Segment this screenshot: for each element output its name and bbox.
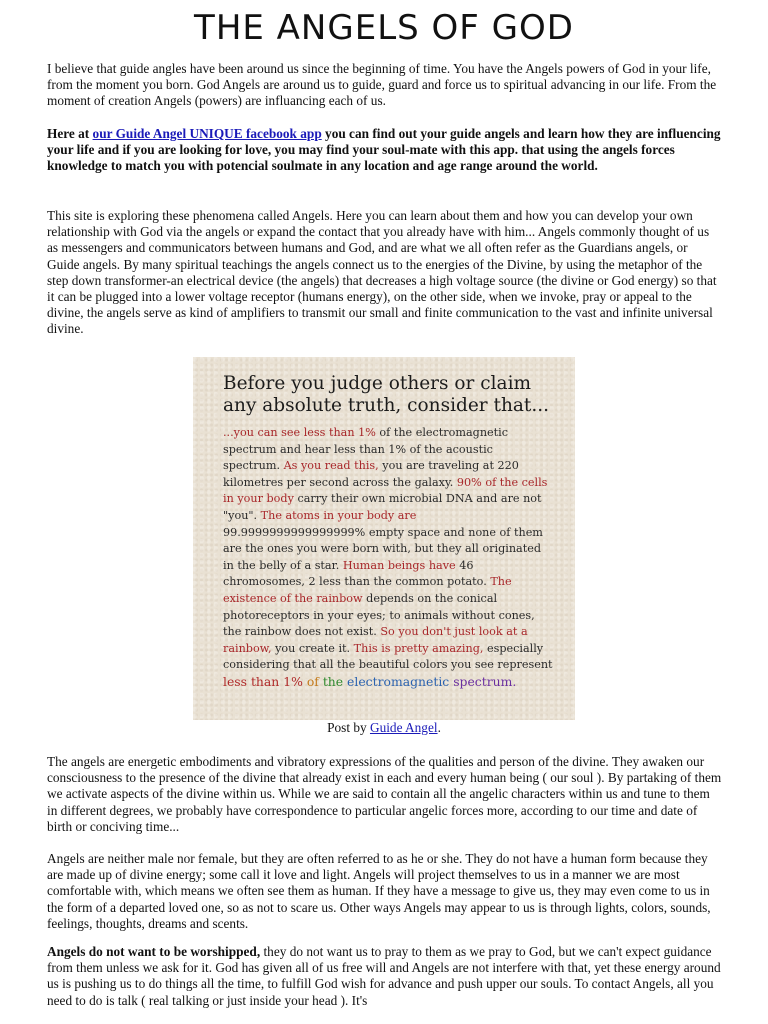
app-suffix: you can find out your guide angels and learn how they are influencing your life and if you are looking for love, you may find your soul-mate with this app. that using the angels forces knowledge to match you with potencial soulmate in any location and age range around the world. bbox=[47, 126, 721, 174]
quote-poster-image bbox=[193, 357, 575, 720]
app-prefix: Here at bbox=[47, 126, 93, 141]
poster-highlight: As you read this, bbox=[283, 459, 379, 473]
poster-highlight: So you don't just look at a rainbow, bbox=[223, 625, 528, 655]
poster-text: depends on the conical photoreceptors in your eyes; to animals without cones, the rainbow does not exist. bbox=[223, 591, 535, 639]
guide-angel-app-link[interactable]: our Guide Angel UNIQUE facebook app bbox=[92, 126, 322, 141]
poster-text: you are traveling at 220 kilometres per second across the galaxy. bbox=[223, 459, 519, 489]
poster-highlight: This is pretty amazing, bbox=[353, 641, 484, 655]
intro-paragraph: I believe that guide angles have been around us since the beginning of time. You have the Angels powers of God in your life, from the moment you born. God Angels are around us to guide, guard and force us to spiritual advancing in our life. From the moment of creation Angels (powers) are influancing each of us. bbox=[47, 61, 717, 109]
image-caption bbox=[0, 720, 768, 736]
poster-text: carry their own microbial DNA and are not "you". bbox=[223, 492, 542, 522]
worship-rest: they do not want us to pray to them as we pray to God, but we can't expect guidance from them unless we ask for it. God has given all of us free will and Angels are not interfere with that, yet these energy around us is pushing us to do things all the time, to fulfill God wish for advance and push upper our souls. To contact Angels, all you need to do is talk ( real talking or just inside your head ). It's bbox=[47, 944, 721, 1008]
poster-highlight: The existence of the rainbow bbox=[223, 575, 512, 605]
male-female-paragraph: Angels are neither male nor female, but they are often referred to as he or she. They do not have a human form because they are made up of divine energy; some call it love and light. Angels will project themselves to us in a manner we are most comfortable with, which means we often see them as human. If they have a message to give us, they may even come to us in the form of a departed loved one, so as not to scare us. Other ways Angels may appear to us is through lights, colors, sounds, feelings, thoughts, dreams and scents. bbox=[47, 851, 711, 931]
energetic-embodiments-paragraph: The angels are energetic embodiments and vibratory expressions of the qualities and person of the divine. They awaken our consciousness to the presence of the divine that already exist in each and every human being ( our soul ). By partaking of them we activate aspects of the divine within us. While we are said to contain all the angelic characters within us and tune to them in different degrees, we probably have correspondence to particular angelic forces more, according to our time and date of birth or conciving time... bbox=[47, 754, 722, 834]
poster-body-text bbox=[223, 425, 553, 692]
poster-highlight: 90% of the cells in your body bbox=[223, 475, 548, 506]
poster-highlight: The atoms in your body are bbox=[260, 508, 417, 522]
worship-bold-lead: Angels do not want to be worshipped, bbox=[47, 944, 261, 959]
guide-angel-author-link[interactable]: Guide Angel bbox=[369, 720, 438, 735]
page-title: THE ANGELS OF GOD bbox=[194, 8, 574, 48]
poster-rainbow-text: less than 1% of the electromagnetic spectrum. bbox=[223, 673, 517, 689]
caption-suffix: . bbox=[437, 720, 441, 735]
caption-prefix: Post by bbox=[327, 720, 370, 735]
poster-text: especially considering that all the beautiful colors you see represent bbox=[223, 641, 553, 672]
worship-paragraph bbox=[47, 944, 723, 1009]
facebook-app-paragraph bbox=[47, 126, 723, 175]
poster-text: 46 chromosomes, 2 less than the common potato. bbox=[223, 558, 491, 589]
poster-text: you create it. bbox=[271, 641, 354, 655]
poster-highlight: Human beings have bbox=[342, 558, 456, 572]
poster-headline: Before you judge others or claim any absolute truth, consider that... bbox=[223, 373, 549, 416]
poster-highlight: ...you can see less than 1% bbox=[223, 426, 376, 439]
exploring-paragraph: This site is exploring these phenomena called Angels. Here you can learn about them and how you can develop your own relationship with God via the angels or expand the contact that you already have with him... Angels commonly thought of us as messengers and communicators between humans and God, and are what we all often refer as the Guardians angels, or Guide angels. By many spiritual teachings the angels connect us to the energies of the Divine, by using the metaphor of the step down transformer-an electrical device (the angels) that decreases a high voltage source (the divine or God energy) so that it can be plugged into a lower voltage receptor (humans energy), on the other side, when we invoke, pray or appeal to the divine, the angels serve as kind of amplifiers to transmit our small and finite communication to the vast and infinite universal divine. bbox=[47, 208, 717, 337]
poster-text: 99.9999999999999999% empty space and none of them are the ones you were born with, but they all originated in the belly of a star. bbox=[223, 525, 543, 572]
poster-text: of the electromagnetic spectrum and hear less than 1% of the acoustic spectrum. bbox=[223, 426, 508, 473]
